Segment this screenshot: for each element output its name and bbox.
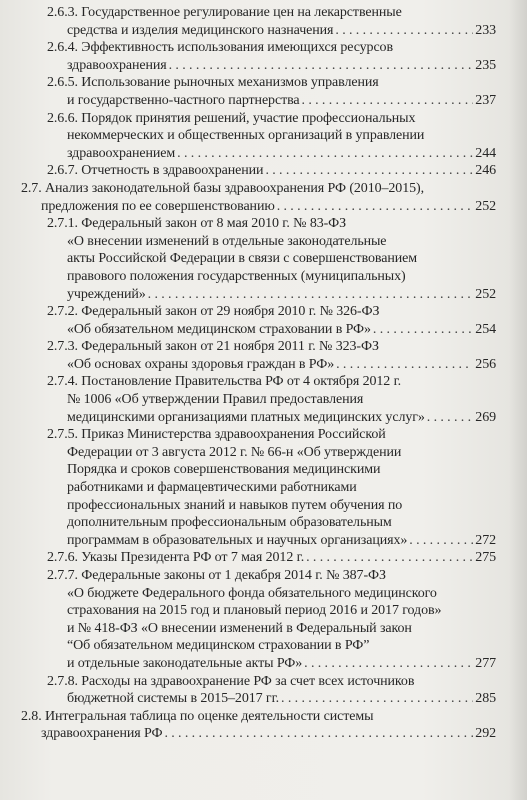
toc-entry[interactable] xyxy=(0,180,527,215)
toc-entry-line xyxy=(47,637,496,655)
toc-leader-dots xyxy=(302,92,474,110)
toc-page-number: 285 xyxy=(475,691,496,707)
toc-page-number: 256 xyxy=(475,356,496,372)
toc-entry-title: “Об обязательном медицинском страховании в РФ” xyxy=(67,638,370,654)
toc-entry-title: 2.6.6. Порядок принятия решений, участие профессиональных xyxy=(47,110,416,126)
toc-entry-title: и № 418-ФЗ «О внесении изменений в Федеральный закон xyxy=(67,620,412,636)
toc-entry[interactable] xyxy=(0,4,527,39)
toc-leader-dots xyxy=(281,690,473,708)
toc-entry-line xyxy=(47,57,496,75)
toc-entry-line xyxy=(47,655,496,673)
toc-leader-dots xyxy=(306,549,473,567)
toc-entry-title: здравоохранением xyxy=(67,145,176,161)
toc-entry[interactable] xyxy=(0,549,527,567)
toc-leader-dots xyxy=(304,655,473,673)
toc-entry-title: 2.8. Интегральная таблица по оценке деятельности системы xyxy=(21,708,374,724)
toc-leader-dots xyxy=(164,725,473,743)
toc-entry-line xyxy=(47,92,496,110)
toc-entry[interactable] xyxy=(0,162,527,180)
toc-entry-title: здравоохранения РФ xyxy=(41,726,163,742)
toc-entry-line xyxy=(47,268,496,286)
toc-entry-title: 2.6.7. Отчетность в здравоохранении xyxy=(47,163,264,179)
toc-entry-line xyxy=(47,426,496,444)
toc-page-number: 244 xyxy=(475,145,496,161)
toc-entry-line xyxy=(21,725,496,743)
toc-entry-title: средства и изделия медицинского назначения xyxy=(67,22,334,38)
toc-entry-line xyxy=(47,145,496,163)
toc-entry-line xyxy=(47,39,496,57)
toc-leader-dots xyxy=(177,145,473,163)
toc-entry[interactable] xyxy=(0,673,527,708)
toc-entry-title: 2.7.4. Постановление Правительства РФ от 4 октября 2012 г. xyxy=(47,374,402,390)
toc-entry-title: «Об основах охраны здоровья граждан в РФ» xyxy=(67,356,335,372)
toc-entry-title: профессиональных знаний и навыков путем обучения по xyxy=(67,497,403,513)
toc-entry-title: правового положения государственных (муниципальных) xyxy=(67,268,406,284)
page-edge-shadow xyxy=(509,0,527,800)
toc-entry-title: учреждений» xyxy=(67,286,146,302)
toc-entry-line xyxy=(47,286,496,304)
toc-leader-dots xyxy=(265,162,473,180)
toc-entry-line xyxy=(47,602,496,620)
toc-entry[interactable] xyxy=(0,426,527,549)
toc-entry[interactable] xyxy=(0,110,527,163)
toc-page-number: 235 xyxy=(475,57,496,73)
toc-entry-line xyxy=(47,338,496,356)
toc-entry-title: 2.7.1. Федеральный закон от 8 мая 2010 г. № 83-ФЗ xyxy=(47,216,347,232)
toc-entry-title: «О внесении изменений в отдельные законодательные xyxy=(67,233,387,249)
toc-entry-line xyxy=(47,444,496,462)
toc-entry-line xyxy=(47,620,496,638)
toc-entry-line xyxy=(47,127,496,145)
toc-entry-line xyxy=(47,233,496,251)
toc-entry-title: 2.7.7. Федеральные законы от 1 декабря 2014 г. № 387-ФЗ xyxy=(47,568,386,583)
toc-entry-line xyxy=(47,373,496,391)
toc-entry-line xyxy=(47,250,496,268)
toc-entry-title: программам в образовательных и научных организациях» xyxy=(67,532,408,548)
toc-entry-title: здравоохранения xyxy=(67,57,167,73)
toc-leader-dots xyxy=(277,198,474,216)
toc-entry-title: 2.6.4. Эффективность использования имеющихся ресурсов xyxy=(47,40,393,56)
toc-entry-line xyxy=(47,4,496,22)
toc-entry-title: Федерации от 3 августа 2012 г. № 66-н «Об утверждении xyxy=(67,444,402,460)
toc-entry-line xyxy=(47,162,496,180)
toc-entry-line xyxy=(47,497,496,515)
toc-entry-title: медицинскими организациями платных медицинских услуг» xyxy=(67,409,425,425)
toc-entry-line xyxy=(47,110,496,128)
toc-entry-title: 2.7.2. Федеральный закон от 29 ноября 2010 г. № 326-ФЗ xyxy=(47,304,380,320)
toc-page-number: 233 xyxy=(475,22,496,38)
toc-entry-title: Порядка и сроков совершенствования медицинскими xyxy=(67,462,381,478)
toc-entry[interactable] xyxy=(0,708,527,743)
toc-entry-line xyxy=(21,180,496,198)
toc-entry-title: «Об обязательном медицинском страховании в РФ» xyxy=(67,321,371,337)
toc-page-number: 272 xyxy=(475,532,496,548)
toc-entry-title: 2.7.6. Указы Президента РФ от 7 мая 2012 г. xyxy=(47,550,305,566)
toc-page-number: 246 xyxy=(475,163,496,179)
toc-entry[interactable] xyxy=(0,567,527,673)
toc-entry-line xyxy=(47,673,496,691)
toc-entry-title: 2.7. Анализ законодательной базы здравоохранения РФ (2010–2015), xyxy=(21,180,424,196)
toc-entry-title: акты Российской Федерации в связи с совершенствованием xyxy=(67,251,417,267)
toc-leader-dots xyxy=(148,286,474,304)
toc-entry[interactable] xyxy=(0,338,527,373)
toc-entry-title: 2.7.8. Расходы на здравоохранение РФ за счет всех источников xyxy=(47,673,415,689)
toc-leader-dots xyxy=(427,409,474,427)
toc-entry-line xyxy=(47,22,496,40)
toc-entry-line xyxy=(47,514,496,532)
toc-entry-title: «О бюджете Федерального фонда обязательного медицинского xyxy=(67,585,437,601)
toc-page-number: 254 xyxy=(475,321,496,337)
toc-entry-line xyxy=(47,215,496,233)
toc-page-number: 237 xyxy=(475,92,496,108)
toc-entry-line xyxy=(47,479,496,497)
toc-entry-line xyxy=(47,409,496,427)
toc-entry-line xyxy=(47,74,496,92)
toc-entry-line xyxy=(47,549,496,567)
toc-entry-title: и государственно-частного партнерства xyxy=(67,92,300,108)
toc-entry[interactable] xyxy=(0,39,527,74)
toc-page-number: 292 xyxy=(475,726,496,742)
toc-entry-line xyxy=(47,303,496,321)
table-of-contents xyxy=(0,4,527,743)
toc-page-number: 275 xyxy=(475,550,496,566)
toc-entry-title: 2.7.3. Федеральный закон от 21 ноября 2011 г. № 323-ФЗ xyxy=(47,339,379,355)
toc-leader-dots xyxy=(336,356,473,374)
toc-leader-dots xyxy=(169,57,474,75)
toc-entry-line xyxy=(47,567,496,585)
toc-page-number: 269 xyxy=(475,409,496,425)
toc-entry-title: страхования на 2015 год и плановый период 2016 и 2017 годов» xyxy=(67,603,442,619)
toc-entry-line xyxy=(47,585,496,603)
toc-entry-line xyxy=(21,198,496,216)
toc-entry-line xyxy=(47,532,496,550)
toc-entry[interactable] xyxy=(0,373,527,426)
toc-page-number: 252 xyxy=(475,286,496,302)
toc-entry[interactable] xyxy=(0,303,527,338)
toc-entry-line xyxy=(47,321,496,339)
toc-entry-title: предложения по ее совершенствованию xyxy=(41,198,275,214)
toc-entry-line xyxy=(47,461,496,479)
toc-entry[interactable] xyxy=(0,74,527,109)
toc-leader-dots xyxy=(409,532,473,550)
toc-entry-title: № 1006 «Об утверждении Правил предоставления xyxy=(67,392,364,408)
toc-entry-title: 2.7.5. Приказ Министерства здравоохранения Российской xyxy=(47,427,386,443)
toc-entry-title: и отдельные законодательные акты РФ» xyxy=(67,655,303,671)
toc-entry-line xyxy=(47,356,496,374)
toc-entry-title: некоммерческих и общественных организаций в управлении xyxy=(67,128,425,144)
toc-entry[interactable] xyxy=(0,215,527,303)
toc-entry-title: дополнительным профессиональным образовательным xyxy=(67,515,392,531)
toc-entry-title: работниками и фармацевтическими работниками xyxy=(67,480,357,496)
toc-entry-title: бюджетной системы в 2015–2017 гг. xyxy=(67,691,280,707)
toc-leader-dots xyxy=(335,22,473,40)
toc-page-number: 252 xyxy=(475,198,496,214)
toc-page-number: 277 xyxy=(475,655,496,671)
toc-entry-title: 2.6.3. Государственное регулирование цен на лекарственные xyxy=(47,5,402,20)
toc-entry-line xyxy=(21,708,496,726)
toc-entry-line xyxy=(47,690,496,708)
toc-entry-line xyxy=(47,391,496,409)
toc-entry-title: 2.6.5. Использование рыночных механизмов управления xyxy=(47,75,379,91)
toc-leader-dots xyxy=(373,321,473,339)
